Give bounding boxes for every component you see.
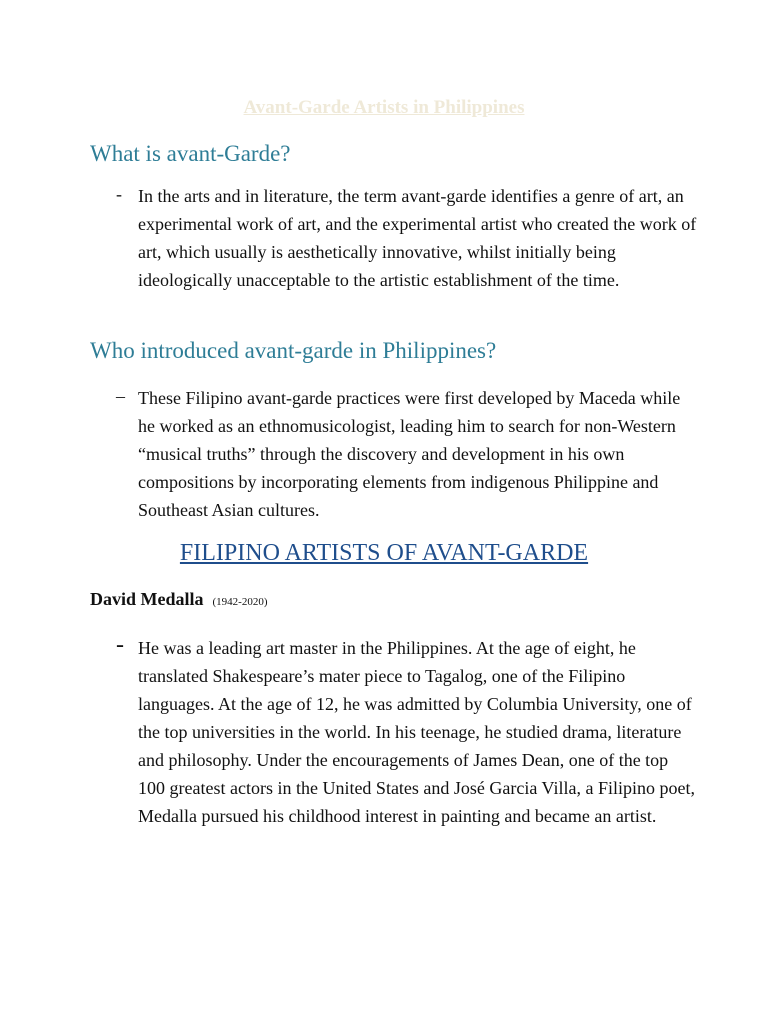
artists-section-title: FILIPINO ARTISTS OF AVANT-GARDE [179, 540, 589, 566]
bullet-dash: – [116, 386, 125, 406]
artist-name: David Medalla [90, 589, 204, 609]
bullet-dash: - [116, 184, 122, 204]
artist-heading [90, 586, 268, 615]
artist-paragraph-medalla: He was a leading art master in the Philippines. At the age of eight, he translated Shakespeare’s mater piece to Tagalog, one of the Filipino languages. At the age of 12, he was admitted by Columbia University, one of the top universities in the world. In his teenage, he studied drama, literature and philosophy. Under the encouragements of James Dean, one of the top 100 greatest actors in the United States and José Garcia Villa, a Filipino poet, Medalla pursued his childhood interest in painting and became an artist. [138, 638, 695, 826]
bullet-dash: - [116, 632, 124, 658]
section-paragraph-definition: In the arts and in literature, the term avant-garde identifies a genre of art, an experimental work of art, and the experimental artist who created the work of art, which usually is aesthetically innovative, whilst initially being ideologically unacceptable to the artistic establishment of the time. [138, 186, 697, 290]
section-heading-what-is-avant-garde: What is avant-Garde? [90, 141, 291, 166]
document-title: Avant-Garde Artists in Philippines [243, 97, 525, 118]
section-paragraph-maceda: These Filipino avant-garde practices were first developed by Maceda while he worked as an ethnomusicologist, leading him to search for non-Western “musical truths” through the discovery and development in his own compositions by incorporating elements from indigenous Philippine and Southeast Asian cultures. [138, 388, 681, 520]
section-heading-who-introduced: Who introduced avant-garde in Philippines? [90, 338, 497, 363]
artist-years: (1942-2020) [212, 596, 268, 608]
